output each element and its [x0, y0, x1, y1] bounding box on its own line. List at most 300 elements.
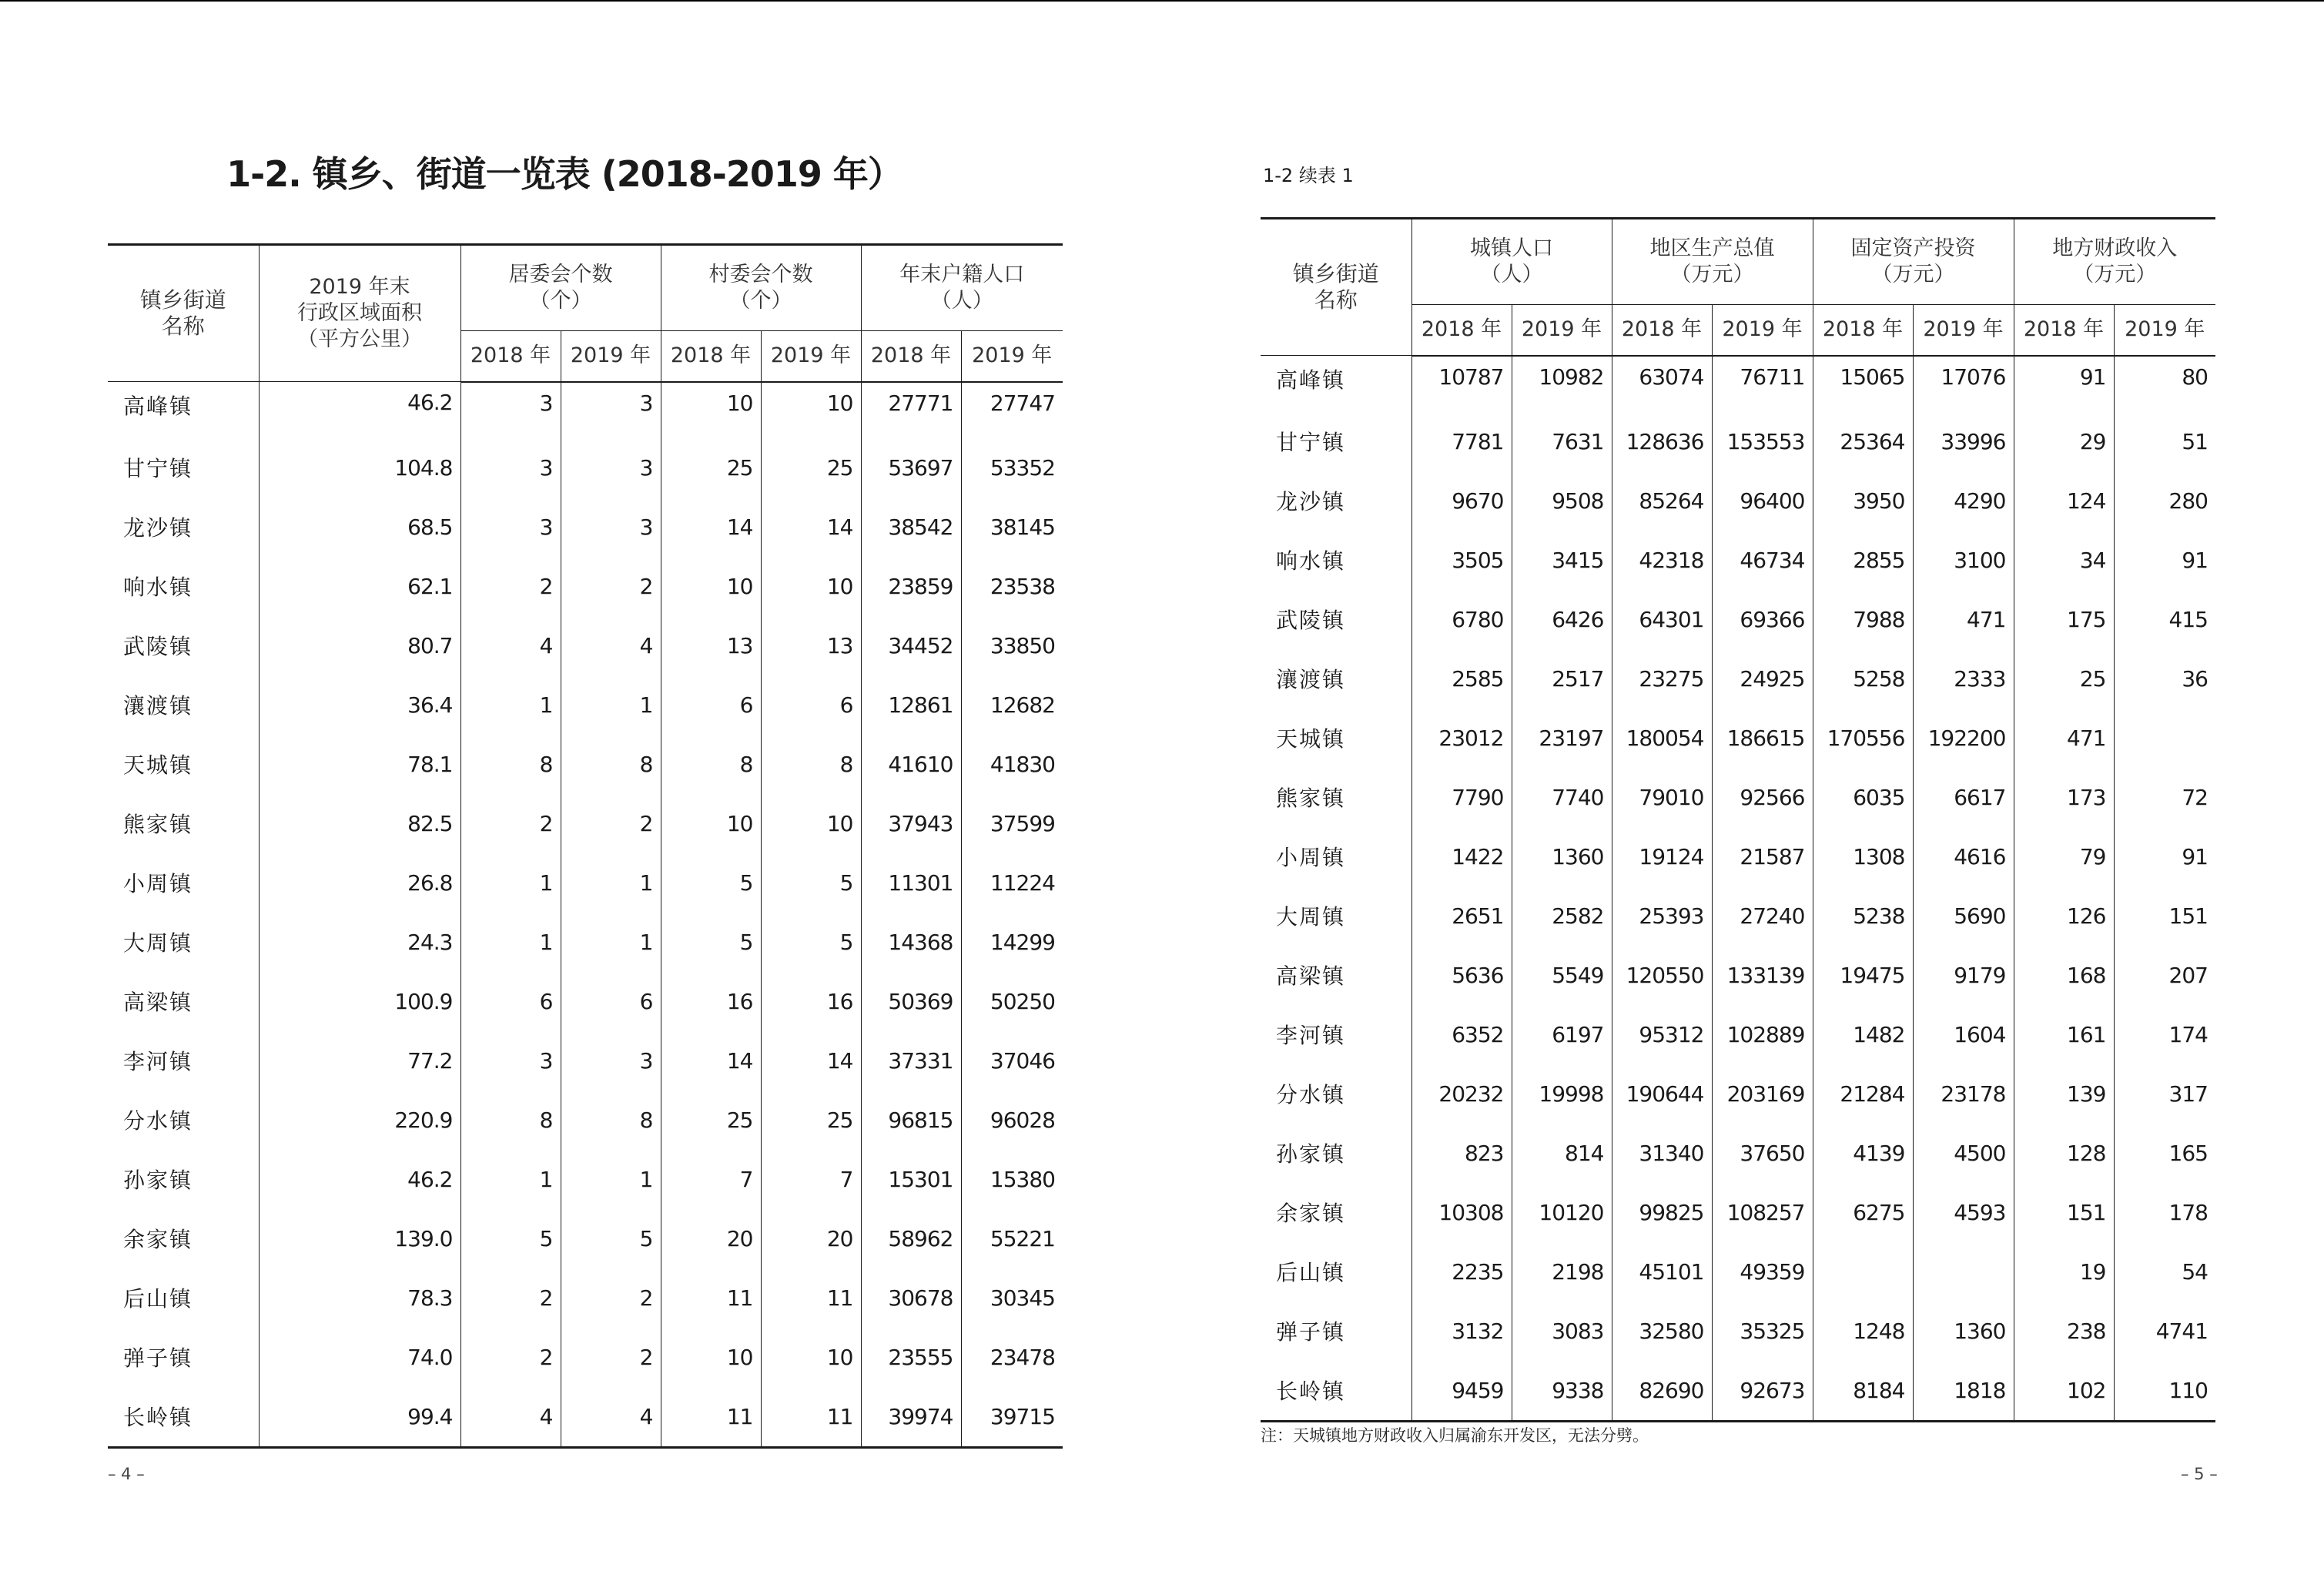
value-cell: 14	[661, 498, 761, 557]
value-cell: 9179	[1913, 946, 2014, 1005]
value-cell: 6197	[1512, 1005, 1612, 1064]
table-row	[1261, 886, 2215, 946]
value-cell: 4741	[2155, 1318, 2208, 1344]
value-cell: 1360	[1512, 827, 1612, 886]
town-name-cell: 高梁镇	[1261, 946, 1411, 1005]
value-cell: 10787	[1411, 356, 1512, 412]
town-name-cell: 大周镇	[1261, 886, 1411, 946]
table-row	[108, 498, 1063, 557]
town-name-cell: 后山镇	[108, 1268, 259, 1328]
value-cell: 37599	[990, 810, 1055, 836]
value-cell: 8184	[1813, 1361, 1913, 1422]
header-year-2018: 2018 年	[861, 331, 961, 382]
value-cell: 68.5	[259, 498, 460, 557]
header-registered-population: 年末户籍人口 （人）	[861, 245, 1063, 331]
header-year-2018: 2018 年	[1411, 305, 1512, 356]
value-cell: 1	[460, 1150, 561, 1209]
table-row	[1261, 1361, 2215, 1422]
value-cell: 36.4	[259, 675, 460, 735]
table-row	[108, 1387, 1063, 1448]
table-row	[1261, 649, 2215, 709]
table-row	[108, 616, 1063, 675]
value-cell: 30345	[990, 1285, 1055, 1311]
value-cell: 96815	[861, 1090, 961, 1150]
value-cell: 6	[460, 972, 561, 1031]
value-cell: 100.9	[259, 972, 460, 1031]
value-cell: 51	[2182, 428, 2208, 454]
town-name-cell: 余家镇	[1261, 1183, 1411, 1242]
value-cell: 1248	[1813, 1302, 1913, 1361]
value-cell: 151	[2168, 903, 2208, 929]
town-name-cell: 武陵镇	[1261, 590, 1411, 649]
value-cell: 79010	[1612, 768, 1712, 827]
value-cell: 11301	[861, 853, 961, 913]
value-cell: 80	[2182, 363, 2208, 390]
table-row	[1261, 827, 2215, 886]
value-cell: 27240	[1712, 886, 1813, 946]
value-cell: 2585	[1411, 649, 1512, 709]
value-cell: 23538	[990, 573, 1055, 599]
value-cell: 79	[2014, 827, 2114, 886]
value-cell: 23178	[1913, 1064, 2014, 1124]
value-cell: 99825	[1612, 1183, 1712, 1242]
value-cell: 53352	[990, 454, 1055, 481]
value-cell: 38145	[990, 514, 1055, 540]
value-cell: 33996	[1913, 412, 2014, 471]
value-cell: 2333	[1913, 649, 2014, 709]
table-row	[1261, 356, 2215, 412]
table-row	[108, 794, 1063, 853]
value-cell: 49359	[1712, 1242, 1813, 1302]
value-cell: 35325	[1712, 1302, 1813, 1361]
header-gdp: 地区生产总值 （万元）	[1612, 219, 1813, 305]
town-name-cell: 弹子镇	[1261, 1302, 1411, 1361]
value-cell: 38542	[861, 498, 961, 557]
value-cell: 3	[460, 498, 561, 557]
value-cell: 10	[761, 382, 861, 438]
table-row	[108, 1209, 1063, 1268]
value-cell: 15301	[861, 1150, 961, 1209]
value-cell: 190644	[1612, 1064, 1712, 1124]
town-name-cell: 李河镇	[108, 1031, 259, 1090]
value-cell: 46.2	[259, 382, 460, 438]
value-cell: 2235	[1411, 1242, 1512, 1302]
table-row	[1261, 1242, 2215, 1302]
town-name-cell: 龙沙镇	[1261, 471, 1411, 531]
value-cell: 14368	[861, 913, 961, 972]
value-cell: 39715	[990, 1403, 1055, 1429]
value-cell: 53697	[861, 438, 961, 498]
value-cell: 10	[661, 382, 761, 438]
header-residents-committees: 居委会个数 （个）	[460, 245, 661, 331]
value-cell: 3083	[1512, 1302, 1612, 1361]
value-cell: 4593	[1913, 1183, 2014, 1242]
town-name-cell: 高峰镇	[108, 382, 259, 438]
value-cell: 26.8	[259, 853, 460, 913]
town-name-cell: 瀼渡镇	[108, 675, 259, 735]
value-cell: 5636	[1411, 946, 1512, 1005]
value-cell: 55221	[990, 1225, 1055, 1251]
value-cell: 41830	[990, 751, 1055, 777]
value-cell: 10982	[1512, 356, 1612, 412]
value-cell: 471	[1913, 590, 2014, 649]
table-row	[1261, 1302, 2215, 1361]
value-cell: 78.3	[259, 1268, 460, 1328]
value-cell: 9338	[1512, 1361, 1612, 1422]
value-cell: 133139	[1712, 946, 1813, 1005]
value-cell: 238	[2014, 1302, 2114, 1361]
value-cell: 37650	[1712, 1124, 1813, 1183]
value-cell: 6	[761, 675, 861, 735]
value-cell: 9459	[1411, 1361, 1512, 1422]
value-cell: 151	[2014, 1183, 2114, 1242]
value-cell: 102889	[1712, 1005, 1813, 1064]
value-cell: 31340	[1612, 1124, 1712, 1183]
value-cell: 2582	[1512, 886, 1612, 946]
header-area: 2019 年末 行政区域面积 （平方公里）	[259, 245, 460, 382]
value-cell: 1482	[1813, 1005, 1913, 1064]
value-cell: 1	[561, 1150, 661, 1209]
value-cell: 1	[561, 853, 661, 913]
town-name-cell: 后山镇	[1261, 1242, 1411, 1302]
value-cell: 85264	[1612, 471, 1712, 531]
value-cell: 42318	[1612, 531, 1712, 590]
town-name-cell: 瀼渡镇	[1261, 649, 1411, 709]
value-cell: 7781	[1411, 412, 1512, 471]
value-cell: 37943	[861, 794, 961, 853]
page-number-left: – 4 –	[108, 1465, 145, 1483]
table-row	[1261, 1183, 2215, 1242]
value-cell: 3	[561, 1031, 661, 1090]
town-name-cell: 响水镇	[108, 557, 259, 616]
table-row	[1261, 590, 2215, 649]
value-cell: 280	[2168, 487, 2208, 514]
value-cell: 2	[460, 1328, 561, 1387]
value-cell: 102	[2014, 1361, 2114, 1422]
value-cell: 30678	[861, 1268, 961, 1328]
header-year-2018: 2018 年	[1813, 305, 1913, 356]
value-cell: 16	[761, 972, 861, 1031]
economic-indicators-body	[1261, 356, 2215, 1422]
header-fiscal-revenue: 地方财政收入 （万元）	[2014, 219, 2215, 305]
value-cell: 2	[561, 794, 661, 853]
value-cell: 23555	[861, 1328, 961, 1387]
value-cell: 6	[661, 675, 761, 735]
table-row	[108, 1090, 1063, 1150]
value-cell: 153553	[1712, 412, 1813, 471]
value-cell: 46734	[1712, 531, 1813, 590]
value-cell: 64301	[1612, 590, 1712, 649]
table-row	[108, 1268, 1063, 1328]
value-cell: 139	[2014, 1064, 2114, 1124]
town-name-cell: 孙家镇	[108, 1150, 259, 1209]
value-cell: 19124	[1612, 827, 1712, 886]
value-cell: 3	[561, 438, 661, 498]
value-cell: 1422	[1411, 827, 1512, 886]
value-cell: 7740	[1512, 768, 1612, 827]
value-cell: 29	[2014, 412, 2114, 471]
table-row	[1261, 531, 2215, 590]
value-cell: 10120	[1512, 1183, 1612, 1242]
value-cell: 110	[2168, 1377, 2208, 1403]
value-cell: 6035	[1813, 768, 1913, 827]
value-cell: 120550	[1612, 946, 1712, 1005]
value-cell: 814	[1512, 1124, 1612, 1183]
value-cell: 5258	[1813, 649, 1913, 709]
value-cell: 2198	[1512, 1242, 1612, 1302]
town-name-cell: 长岭镇	[108, 1387, 259, 1448]
value-cell: 25	[661, 1090, 761, 1150]
value-cell: 2517	[1512, 649, 1612, 709]
value-cell: 173	[2014, 768, 2114, 827]
town-name-cell: 分水镇	[1261, 1064, 1411, 1124]
value-cell: 4139	[1813, 1124, 1913, 1183]
town-name-cell: 高峰镇	[1261, 356, 1411, 412]
value-cell: 175	[2014, 590, 2114, 649]
table-row	[1261, 946, 2215, 1005]
header-urban-population: 城镇人口 （人）	[1411, 219, 1612, 305]
value-cell: 6275	[1813, 1183, 1913, 1242]
value-cell: 1	[460, 853, 561, 913]
value-cell: 3100	[1913, 531, 2014, 590]
value-cell: 128636	[1612, 412, 1712, 471]
value-cell: 1308	[1813, 827, 1913, 886]
value-cell: 4616	[1913, 827, 2014, 886]
value-cell: 2651	[1411, 886, 1512, 946]
header-year-2019: 2019 年	[1712, 305, 1813, 356]
value-cell: 6	[561, 972, 661, 1031]
value-cell: 6426	[1512, 590, 1612, 649]
value-cell: 11224	[990, 869, 1055, 896]
value-cell: 82.5	[259, 794, 460, 853]
table-row	[108, 972, 1063, 1031]
value-cell: 24925	[1712, 649, 1813, 709]
value-cell: 10	[661, 1328, 761, 1387]
value-cell: 8	[460, 1090, 561, 1150]
header-year-2018: 2018 年	[460, 331, 561, 382]
value-cell: 27771	[861, 382, 961, 438]
value-cell: 23478	[990, 1344, 1055, 1370]
value-cell: 91	[2014, 356, 2114, 412]
value-cell: 96400	[1712, 471, 1813, 531]
value-cell: 46.2	[259, 1150, 460, 1209]
table-row	[108, 438, 1063, 498]
value-cell: 168	[2014, 946, 2114, 1005]
value-cell: 161	[2014, 1005, 2114, 1064]
value-cell: 104.8	[259, 438, 460, 498]
value-cell: 96028	[990, 1107, 1055, 1133]
value-cell: 126	[2014, 886, 2114, 946]
header-town-name: 镇乡街道 名称	[1261, 219, 1411, 356]
value-cell: 25	[2014, 649, 2114, 709]
table-row	[108, 1031, 1063, 1090]
value-cell: 2	[460, 1268, 561, 1328]
value-cell: 34	[2014, 531, 2114, 590]
value-cell: 139.0	[259, 1209, 460, 1268]
value-cell: 1360	[1913, 1302, 2014, 1361]
value-cell: 8	[460, 735, 561, 794]
town-name-cell: 天城镇	[108, 735, 259, 794]
value-cell: 14	[661, 1031, 761, 1090]
town-name-cell: 熊家镇	[108, 794, 259, 853]
value-cell: 128	[2014, 1124, 2114, 1183]
value-cell: 8	[761, 735, 861, 794]
value-cell: 32580	[1612, 1302, 1712, 1361]
value-cell: 63074	[1612, 356, 1712, 412]
value-cell: 12682	[990, 692, 1055, 718]
top-border-line	[0, 0, 2324, 2]
header-year-2019: 2019 年	[761, 331, 861, 382]
table-title: 1-2. 镇乡、街道一览表 (2018-2019 年）	[226, 153, 902, 195]
value-cell: 2855	[1813, 531, 1913, 590]
value-cell: 23275	[1612, 649, 1712, 709]
value-cell: 7790	[1411, 768, 1512, 827]
value-cell: 5	[460, 1209, 561, 1268]
town-name-cell: 武陵镇	[108, 616, 259, 675]
value-cell: 27747	[990, 390, 1055, 416]
value-cell: 76711	[1712, 356, 1813, 412]
value-cell: 11	[761, 1387, 861, 1448]
value-cell: 5	[761, 913, 861, 972]
value-cell: 82690	[1612, 1361, 1712, 1422]
value-cell: 11	[661, 1268, 761, 1328]
value-cell: 4	[460, 1387, 561, 1448]
value-cell	[1813, 1242, 1913, 1302]
value-cell: 14299	[990, 929, 1055, 955]
table-row	[1261, 1064, 2215, 1124]
town-name-cell: 孙家镇	[1261, 1124, 1411, 1183]
value-cell: 2	[561, 557, 661, 616]
town-overview-table	[108, 243, 1063, 1449]
town-name-cell: 响水镇	[1261, 531, 1411, 590]
value-cell: 14	[761, 1031, 861, 1090]
value-cell: 6617	[1913, 768, 2014, 827]
table-row	[1261, 1124, 2215, 1183]
value-cell: 1	[460, 913, 561, 972]
value-cell: 7631	[1512, 412, 1612, 471]
value-cell: 91	[2182, 547, 2208, 573]
value-cell: 13	[661, 616, 761, 675]
page-number-right: – 5 –	[2181, 1465, 2218, 1483]
value-cell: 14	[761, 498, 861, 557]
value-cell: 10	[661, 794, 761, 853]
value-cell: 36	[2182, 665, 2208, 692]
table-row	[1261, 471, 2215, 531]
town-name-cell: 甘宁镇	[1261, 412, 1411, 471]
value-cell: 78.1	[259, 735, 460, 794]
value-cell: 13	[761, 616, 861, 675]
economic-indicators-table	[1261, 217, 2215, 1422]
value-cell: 8	[661, 735, 761, 794]
town-name-cell: 高梁镇	[108, 972, 259, 1031]
town-name-cell: 小周镇	[1261, 827, 1411, 886]
value-cell: 37331	[861, 1031, 961, 1090]
value-cell: 80.7	[259, 616, 460, 675]
town-name-cell: 天城镇	[1261, 709, 1411, 768]
value-cell: 178	[2168, 1199, 2208, 1225]
table-row	[1261, 709, 2215, 768]
value-cell: 23197	[1512, 709, 1612, 768]
value-cell: 69366	[1712, 590, 1813, 649]
table-row	[108, 382, 1063, 438]
value-cell: 15380	[990, 1166, 1055, 1192]
value-cell: 1	[561, 913, 661, 972]
value-cell: 25	[761, 1090, 861, 1150]
value-cell: 10	[761, 557, 861, 616]
town-overview-body	[108, 382, 1063, 1448]
table-row	[108, 913, 1063, 972]
value-cell: 3	[561, 382, 661, 438]
value-cell: 124	[2014, 471, 2114, 531]
value-cell: 20	[661, 1209, 761, 1268]
value-cell: 192200	[1913, 709, 2014, 768]
value-cell: 10308	[1411, 1183, 1512, 1242]
value-cell: 207	[2168, 962, 2208, 988]
value-cell: 20	[761, 1209, 861, 1268]
value-cell: 5690	[1913, 886, 2014, 946]
table-row	[1261, 1005, 2215, 1064]
town-name-cell: 余家镇	[108, 1209, 259, 1268]
table-row	[108, 557, 1063, 616]
value-cell: 41610	[861, 735, 961, 794]
header-year-2018: 2018 年	[661, 331, 761, 382]
value-cell: 108257	[1712, 1183, 1813, 1242]
header-year-2019: 2019 年	[1512, 305, 1612, 356]
value-cell: 77.2	[259, 1031, 460, 1090]
value-cell: 6780	[1411, 590, 1512, 649]
table-row	[108, 1150, 1063, 1209]
value-cell	[1913, 1242, 2014, 1302]
value-cell: 3132	[1411, 1302, 1512, 1361]
value-cell: 92673	[1712, 1361, 1813, 1422]
header-year-2018: 2018 年	[1612, 305, 1712, 356]
value-cell: 25364	[1813, 412, 1913, 471]
value-cell: 10	[761, 1328, 861, 1387]
value-cell: 11	[661, 1387, 761, 1448]
value-cell: 2	[561, 1268, 661, 1328]
value-cell: 471	[2014, 709, 2114, 768]
table-row	[108, 853, 1063, 913]
value-cell: 45101	[1612, 1242, 1712, 1302]
value-cell: 11	[761, 1268, 861, 1328]
value-cell: 823	[1411, 1124, 1512, 1183]
value-cell: 3	[460, 1031, 561, 1090]
value-cell: 92566	[1712, 768, 1813, 827]
value-cell: 2	[460, 557, 561, 616]
table-row	[1261, 768, 2215, 827]
value-cell: 5	[761, 853, 861, 913]
value-cell: 186615	[1712, 709, 1813, 768]
town-name-cell: 熊家镇	[1261, 768, 1411, 827]
header-fixed-investment: 固定资产投资 （万元）	[1813, 219, 2014, 305]
value-cell: 8	[561, 735, 661, 794]
town-name-cell: 龙沙镇	[108, 498, 259, 557]
value-cell: 15065	[1813, 356, 1913, 412]
value-cell: 23012	[1411, 709, 1512, 768]
value-cell: 10	[661, 557, 761, 616]
continuation-label: 1-2 续表 1	[1263, 165, 1354, 186]
value-cell: 3505	[1411, 531, 1512, 590]
value-cell: 4	[460, 616, 561, 675]
value-cell: 220.9	[259, 1090, 460, 1150]
value-cell: 95312	[1612, 1005, 1712, 1064]
value-cell: 19	[2014, 1242, 2114, 1302]
table-row	[108, 1328, 1063, 1387]
value-cell: 3950	[1813, 471, 1913, 531]
town-name-cell: 小周镇	[108, 853, 259, 913]
value-cell: 4	[561, 1387, 661, 1448]
town-name-cell: 弹子镇	[108, 1328, 259, 1387]
